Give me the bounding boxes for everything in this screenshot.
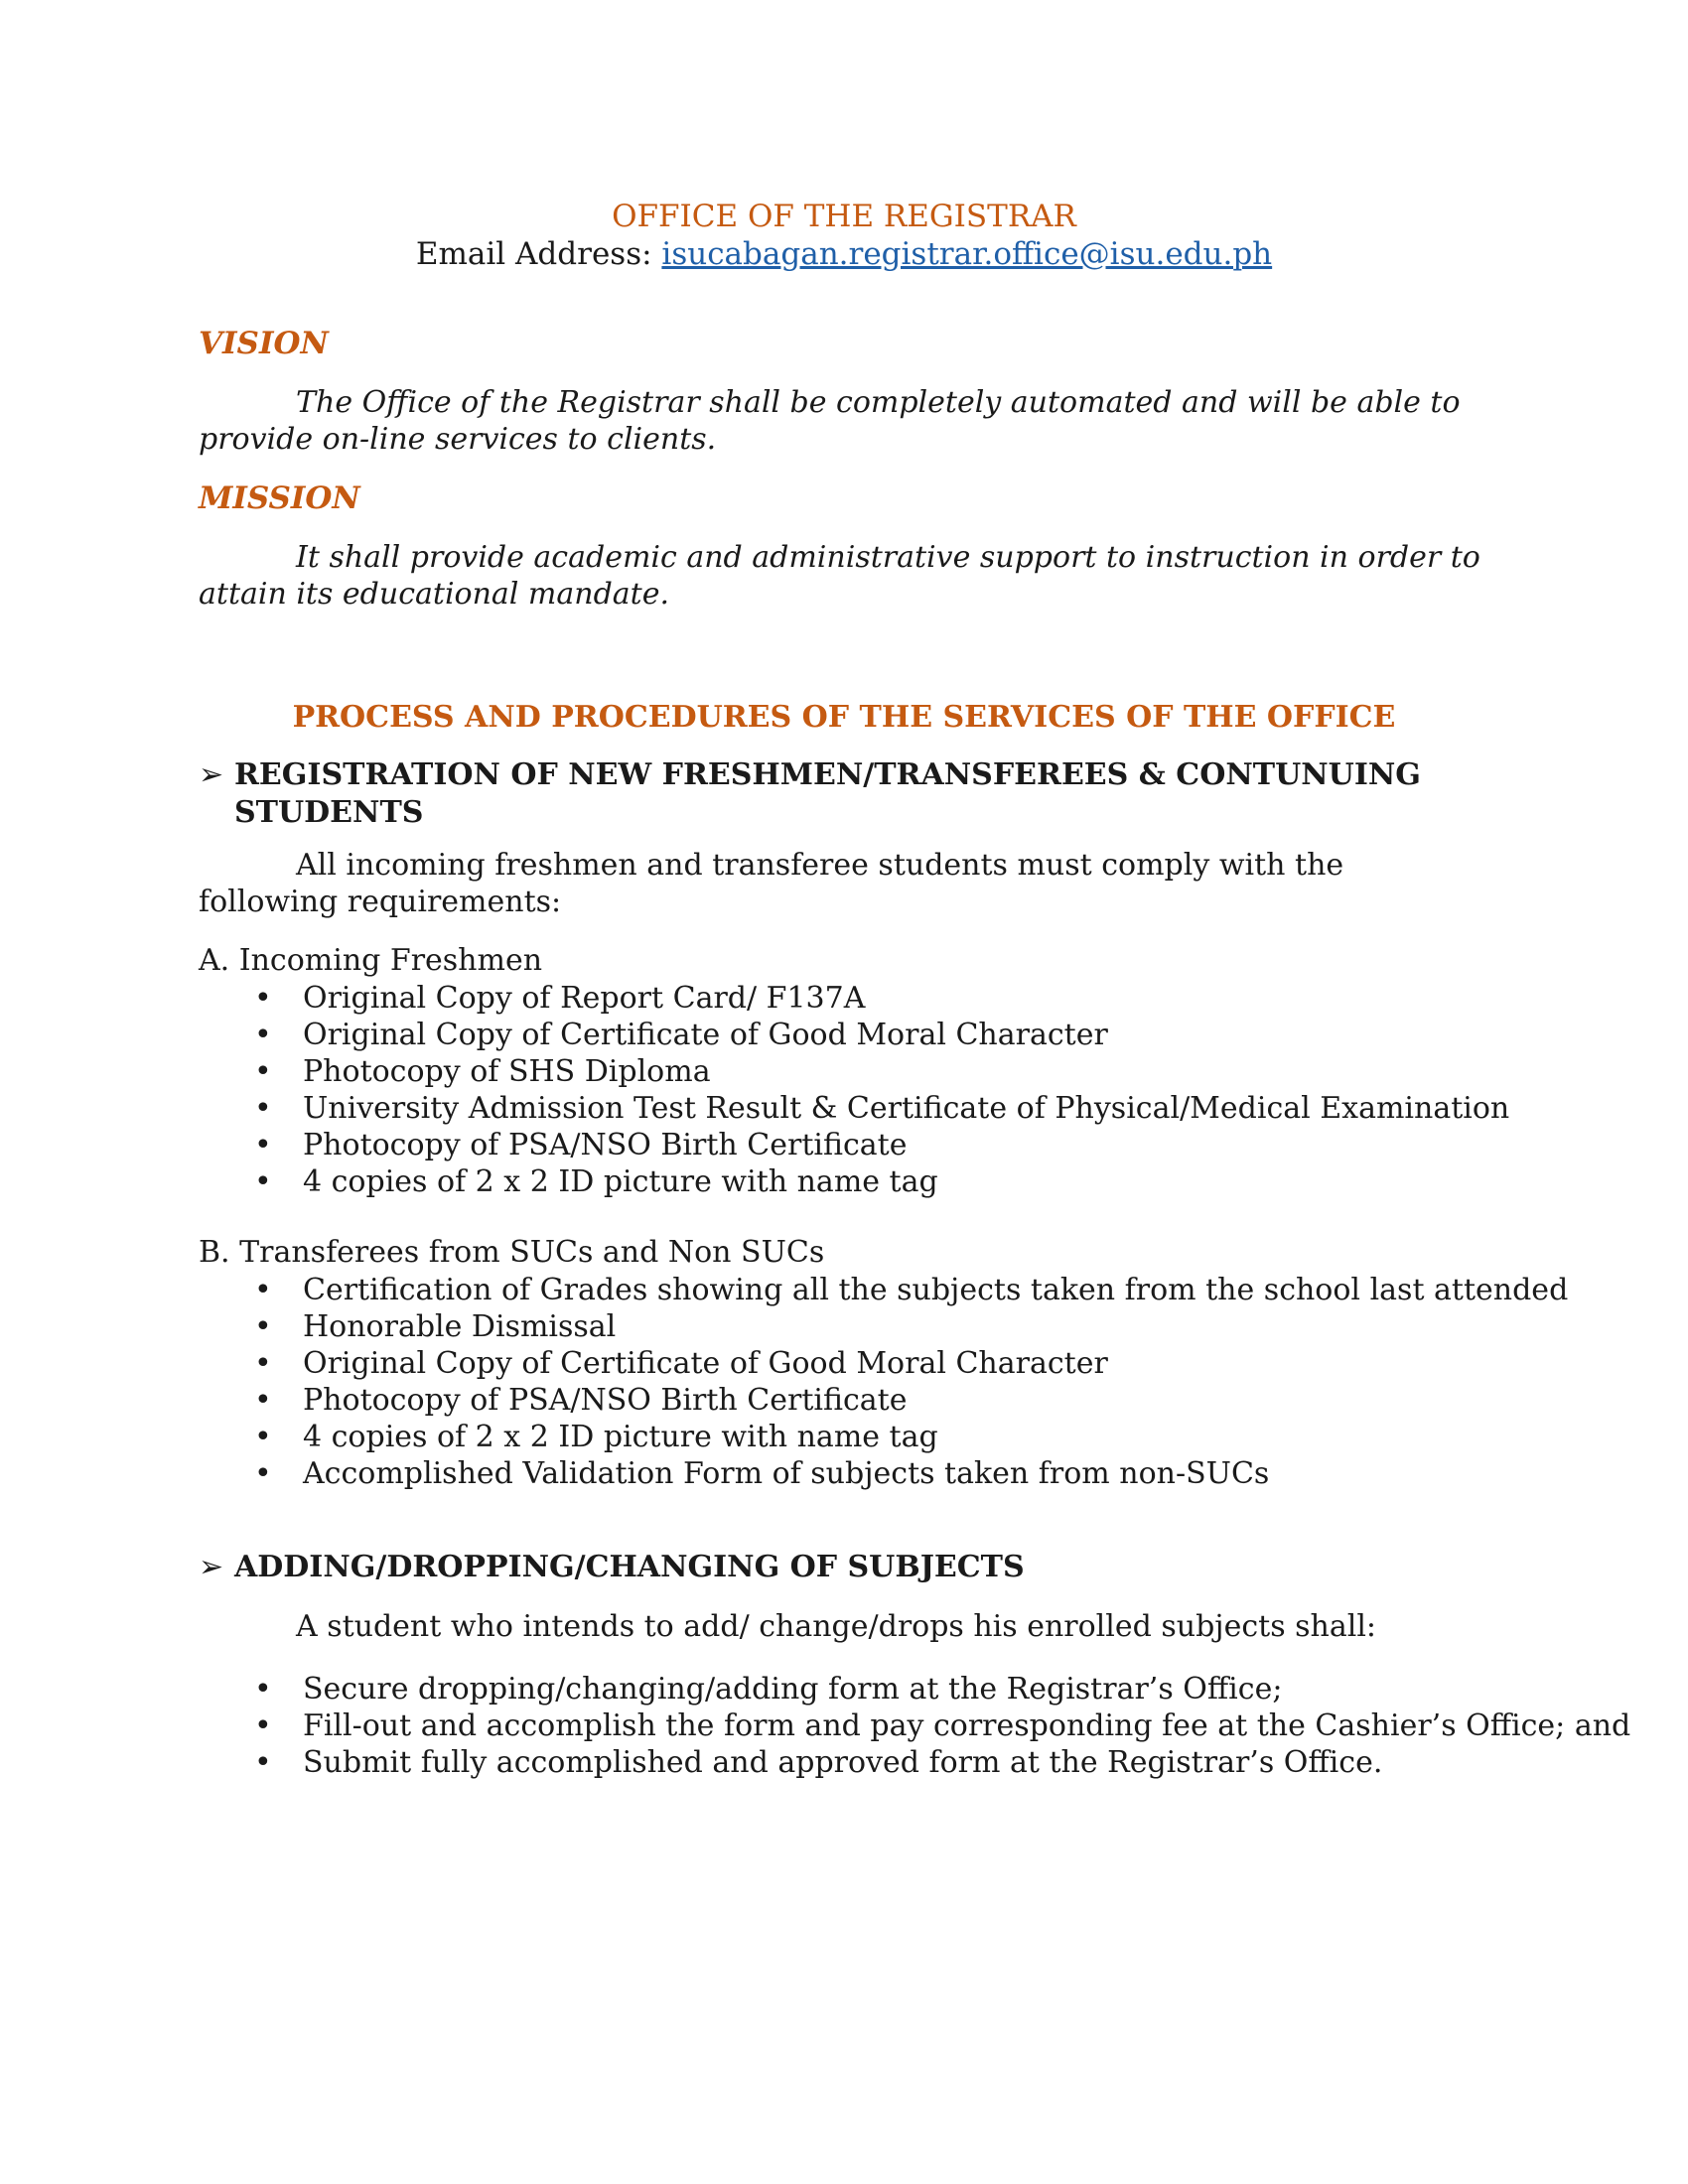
registration-heading: REGISTRATION OF NEW FRESHMEN/TRANSFEREES & CONTUNUING STUDENTS: [234, 757, 1421, 830]
list-item: • Photocopy of SHS Diploma: [254, 1054, 711, 1089]
email-link[interactable]: isucabagan.registrar.office@isu.edu.ph: [661, 236, 1273, 272]
list-item: • Original Copy of Certificate of Good Moral Character: [254, 1018, 1108, 1052]
bullet-icon: •: [254, 1309, 272, 1344]
freshmen-list: [199, 980, 1510, 1200]
email-label: Email Address:: [415, 236, 662, 272]
freshmen-label: A. Incoming Freshmen: [199, 943, 543, 978]
list-item: • Original Copy of Certificate of Good Moral Character: [254, 1346, 1108, 1381]
bullet-icon: •: [254, 1383, 272, 1418]
bullet-icon: •: [254, 1054, 272, 1089]
vision-heading: VISION: [199, 326, 329, 361]
transferees-list: [199, 1272, 1569, 1492]
list-item: • Certification of Grades showing all the subjects taken from the school last attended: [254, 1273, 1569, 1307]
list-item: • Secure dropping/changing/adding form at the Registrar’s Office;: [254, 1672, 1283, 1706]
list-item: • Photocopy of PSA/NSO Birth Certificate: [254, 1383, 908, 1418]
vision-text: The Office of the Registrar shall be completely automated and will be able to provide on-line services to clients.: [199, 385, 1461, 457]
list-item: • 4 copies of 2 x 2 ID picture with name tag: [254, 1164, 938, 1199]
bullet-icon: •: [254, 1672, 272, 1706]
arrow-bullet-icon: ➢: [199, 757, 224, 792]
list-item: • Accomplished Validation Form of subjects taken from non-SUCs: [254, 1456, 1270, 1491]
bullet-icon: •: [254, 1420, 272, 1454]
adding-list: [199, 1671, 1631, 1781]
registration-heading-row: [199, 756, 1489, 832]
bullet-icon: •: [254, 1018, 272, 1052]
transferees-label: B. Transferees from SUCs and Non SUCs: [199, 1235, 825, 1270]
mission-text: It shall provide academic and administrative support to instruction in order to attain its educational mandate.: [199, 540, 1480, 612]
bullet-icon: •: [254, 1456, 272, 1491]
process-title: PROCESS AND PROCEDURES OF THE SERVICES OF THE OFFICE: [292, 700, 1396, 735]
mission-heading: MISSION: [199, 480, 360, 516]
bullet-icon: •: [254, 981, 272, 1016]
bullet-icon: •: [254, 1091, 272, 1126]
bullet-icon: •: [254, 1273, 272, 1307]
email-line: [0, 234, 1688, 274]
adding-heading-row: [199, 1549, 1489, 1586]
list-item: • 4 copies of 2 x 2 ID picture with name tag: [254, 1420, 938, 1454]
registration-intro: All incoming freshmen and transferee students must comply with the following requirements:: [199, 848, 1344, 919]
bullet-icon: •: [254, 1346, 272, 1381]
list-item: • Fill-out and accomplish the form and pay corresponding fee at the Cashier’s Office; and: [254, 1708, 1631, 1743]
adding-heading: ADDING/DROPPING/CHANGING OF SUBJECTS: [234, 1550, 1025, 1584]
list-item: • Honorable Dismissal: [254, 1309, 617, 1344]
arrow-bullet-icon: ➢: [199, 1550, 224, 1584]
bullet-icon: •: [254, 1164, 272, 1199]
list-item: • University Admission Test Result & Certificate of Physical/Medical Examination: [254, 1091, 1510, 1126]
page-title: OFFICE OF THE REGISTRAR: [612, 199, 1076, 234]
list-item: • Original Copy of Report Card/ F137A: [254, 981, 866, 1016]
bullet-icon: •: [254, 1128, 272, 1162]
bullet-icon: •: [254, 1745, 272, 1780]
bullet-icon: •: [254, 1708, 272, 1743]
adding-intro: A student who intends to add/ change/drops his enrolled subjects shall:: [296, 1609, 1377, 1644]
list-item: • Photocopy of PSA/NSO Birth Certificate: [254, 1128, 908, 1162]
list-item: • Submit fully accomplished and approved form at the Registrar’s Office.: [254, 1745, 1383, 1780]
